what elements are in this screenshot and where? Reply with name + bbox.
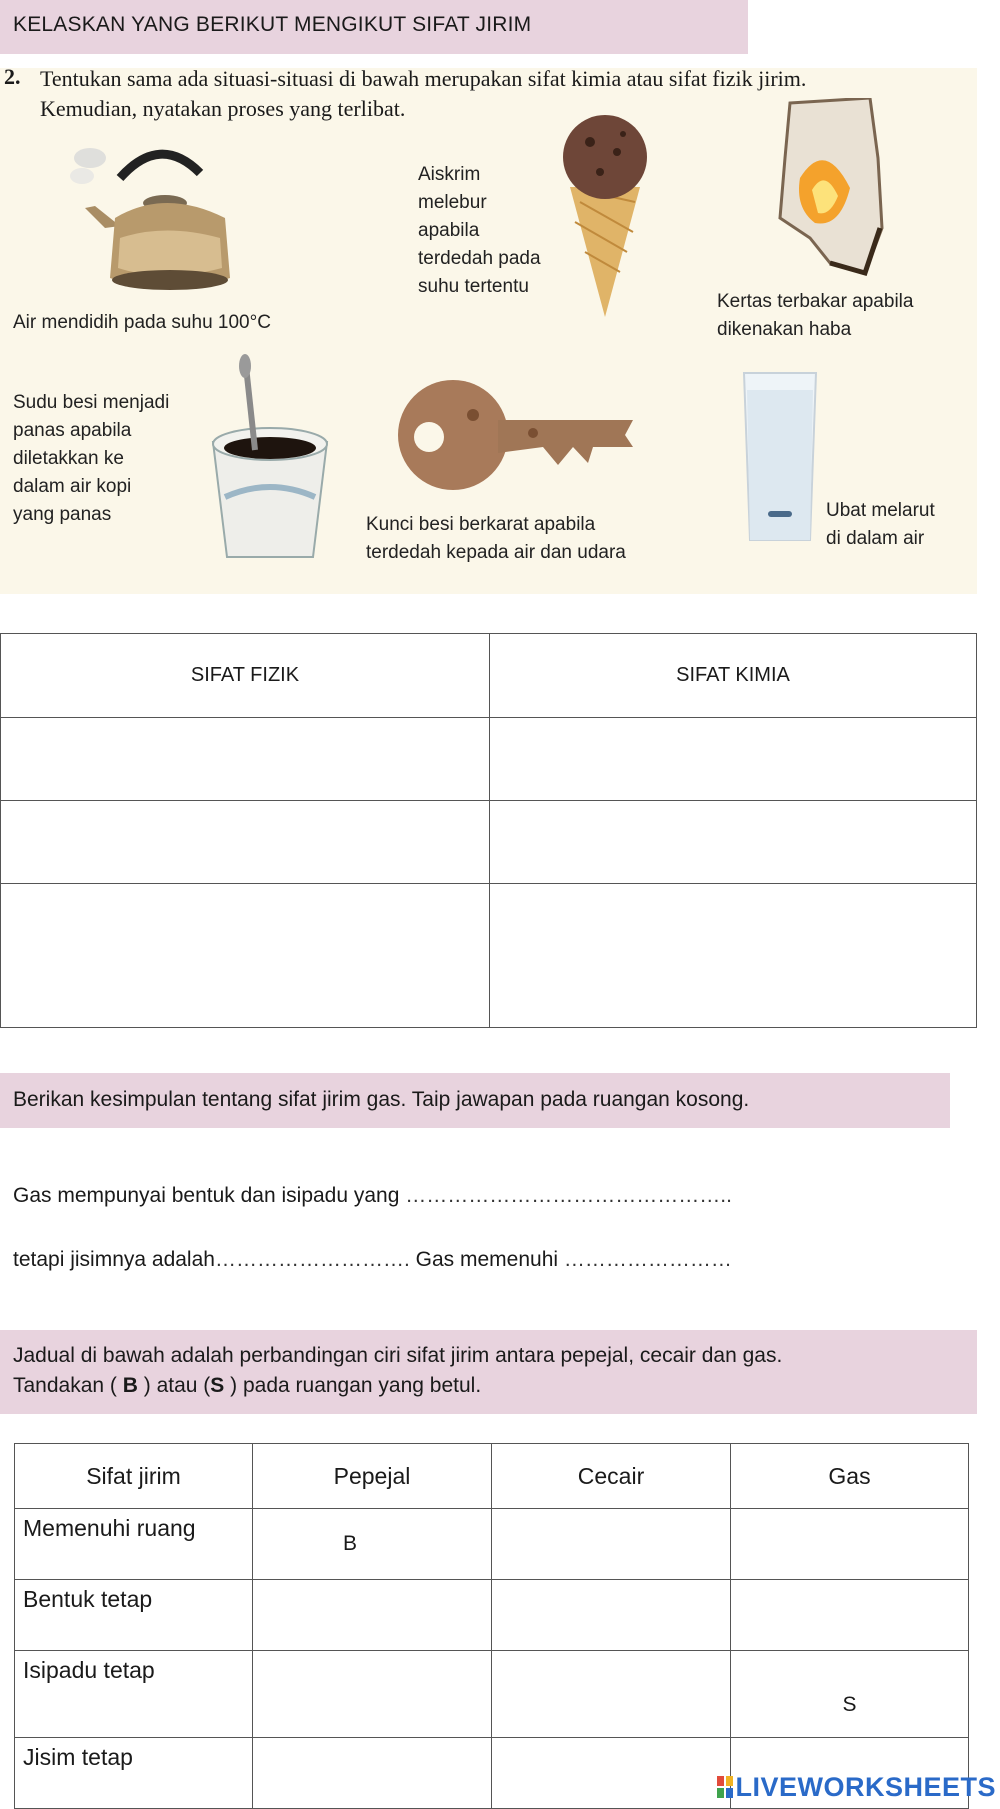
kimia-answer-cell[interactable] <box>490 718 977 801</box>
kimia-answer-input[interactable] <box>490 718 976 800</box>
instruction-s: S <box>210 1374 225 1397</box>
instruction-text: ) pada ruangan yang betul. <box>224 1374 482 1397</box>
gas-cell[interactable]: S <box>731 1651 969 1738</box>
question-number: 2. <box>4 64 21 89</box>
compare-instruction-bar <box>0 1330 977 1414</box>
answer-blank-fill[interactable]: …………………… <box>563 1248 732 1271</box>
kimia-answer-input[interactable] <box>490 884 976 1027</box>
fizik-answer-cell[interactable] <box>1 884 490 1028</box>
spoon-caption-line: Sudu besi menjadi <box>13 392 170 413</box>
rusty-key-image <box>393 375 638 495</box>
icecream-caption <box>418 161 541 301</box>
kimia-answer-cell[interactable] <box>490 801 977 884</box>
compare-row <box>15 1580 969 1651</box>
instruction-text: ) atau ( <box>137 1374 211 1397</box>
icecream-caption-line: terdedah pada <box>418 248 541 269</box>
key-caption <box>366 511 626 567</box>
answer-blank-shape[interactable]: ……………………………………….. <box>405 1184 732 1207</box>
question-line-2: Kemudian, nyatakan proses yang terlibat. <box>40 96 406 121</box>
icecream-caption-line: apabila <box>418 220 480 241</box>
key-caption-line: terdedah kepada air dan udara <box>366 542 626 563</box>
compare-row <box>15 1509 969 1580</box>
page-title: KELASKAN YANG BERIKUT MENGIKUT SIFAT JIRIM <box>13 13 532 36</box>
cecair-cell[interactable] <box>492 1738 731 1809</box>
gas-cell[interactable] <box>731 1509 969 1580</box>
glass-caption <box>826 497 935 553</box>
kimia-answer-input[interactable] <box>490 801 976 883</box>
kimia-answer-cell[interactable] <box>490 884 977 1028</box>
row-label: Memenuhi ruang <box>15 1509 253 1580</box>
pepejal-cell[interactable]: B <box>253 1509 492 1580</box>
instruction-text: Tandakan ( <box>13 1374 123 1397</box>
conclusion-instruction: Berikan kesimpulan tentang sifat jirim gas. Taip jawapan pada ruangan kosong. <box>13 1088 750 1111</box>
classify-row <box>1 884 977 1028</box>
compare-table <box>14 1443 969 1809</box>
pepejal-cell[interactable] <box>253 1651 492 1738</box>
conclusion-text: Gas mempunyai bentuk dan isipadu yang <box>13 1184 400 1207</box>
glass-caption-line: Ubat melarut <box>826 500 935 521</box>
classify-table <box>0 633 977 1028</box>
fizik-answer-input[interactable] <box>1 801 489 883</box>
glass-caption-line: di dalam air <box>826 528 925 549</box>
fizik-answer-cell[interactable] <box>1 718 490 801</box>
compare-instruction-line-1: Jadual di bawah adalah perbandingan ciri sifat jirim antara pepejal, cecair dan gas. <box>13 1344 783 1367</box>
pepejal-cell[interactable] <box>253 1738 492 1809</box>
paper-caption <box>717 288 913 344</box>
header-pepejal: Pepejal <box>253 1444 492 1509</box>
key-caption-line: Kunci besi berkarat apabila <box>366 514 596 535</box>
conclusion-text: Gas memenuhi <box>415 1248 559 1271</box>
icecream-caption-line: melebur <box>418 192 487 213</box>
classify-header-row <box>1 634 977 718</box>
fizik-answer-input[interactable] <box>1 884 489 1027</box>
fizik-answer-input[interactable] <box>1 718 489 800</box>
header-sifat-kimia: SIFAT KIMIA <box>490 634 977 718</box>
cecair-cell[interactable] <box>492 1509 731 1580</box>
kettle-caption <box>13 309 271 337</box>
spoon-caption-line: yang panas <box>13 504 112 525</box>
spoon-caption-line: dalam air kopi <box>13 476 132 497</box>
icecream-image <box>555 112 655 322</box>
liveworksheets-logo <box>717 1772 996 1803</box>
classify-row <box>1 718 977 801</box>
compare-row <box>15 1651 969 1738</box>
liveworksheets-icon <box>717 1776 733 1798</box>
coffee-cup-image <box>195 352 345 567</box>
header-sifat-fizik: SIFAT FIZIK <box>1 634 490 718</box>
brand-text: LIVEWORKSHEETS <box>735 1772 996 1802</box>
row-label: Bentuk tetap <box>15 1580 253 1651</box>
spoon-caption-line: diletakkan ke <box>13 448 124 469</box>
conclusion-line-1 <box>13 1184 732 1208</box>
cecair-cell[interactable] <box>492 1580 731 1651</box>
gas-cell[interactable] <box>731 1580 969 1651</box>
kettle-caption-line: Air mendidih pada suhu 100°C <box>13 312 271 333</box>
conclusion-instruction-bar <box>0 1073 950 1128</box>
row-label: Jisim tetap <box>15 1738 253 1809</box>
cecair-cell[interactable] <box>492 1651 731 1738</box>
classify-row <box>1 801 977 884</box>
conclusion-text: tetapi jisimnya adalah <box>13 1248 215 1271</box>
answer-blank-mass[interactable]: ………………………. <box>214 1248 410 1271</box>
paper-caption-line: dikenakan haba <box>717 319 852 340</box>
header-sifat-jirim: Sifat jirim <box>15 1444 253 1509</box>
kettle-image <box>60 128 240 308</box>
fizik-answer-cell[interactable] <box>1 801 490 884</box>
water-glass-image <box>740 368 820 548</box>
header-gas: Gas <box>731 1444 969 1509</box>
paper-caption-line: Kertas terbakar apabila <box>717 291 914 312</box>
icecream-caption-line: suhu tertentu <box>418 276 529 297</box>
question-line-1: Tentukan sama ada situasi-situasi di bawah merupakan sifat kimia atau sifat fizik jirim. <box>40 66 807 91</box>
compare-header-row <box>15 1444 969 1509</box>
pepejal-cell[interactable] <box>253 1580 492 1651</box>
burning-paper-image <box>770 98 885 278</box>
spoon-caption <box>13 389 169 529</box>
conclusion-line-2 <box>13 1248 732 1272</box>
title-bar <box>0 0 748 54</box>
instruction-b: B <box>122 1374 138 1397</box>
row-label: Isipadu tetap <box>15 1651 253 1738</box>
compare-instruction-line-2 <box>13 1371 977 1401</box>
header-cecair: Cecair <box>492 1444 731 1509</box>
icecream-caption-line: Aiskrim <box>418 164 481 185</box>
spoon-caption-line: panas apabila <box>13 420 132 441</box>
